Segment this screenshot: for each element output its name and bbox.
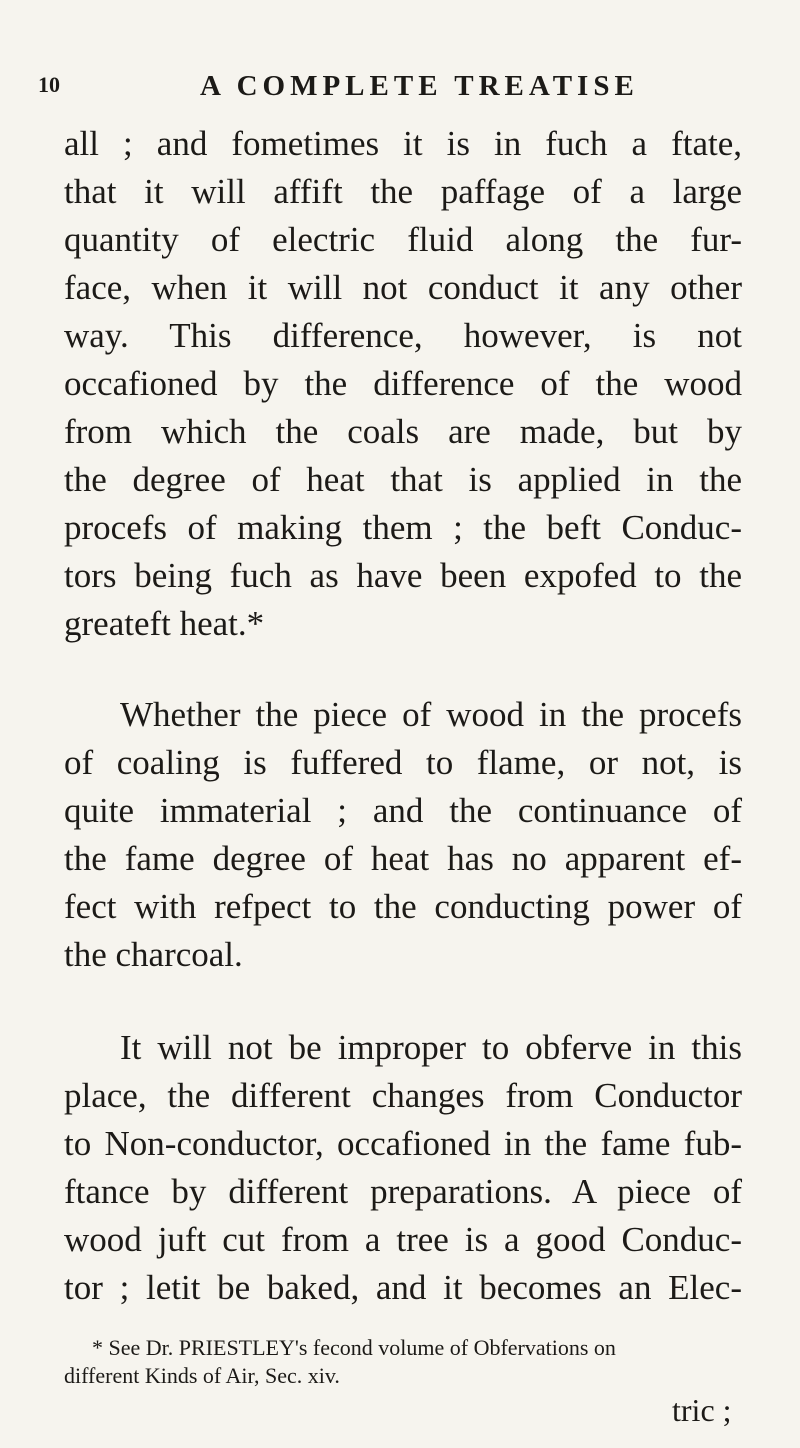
catchword: tric ;: [672, 1392, 732, 1428]
text-line: Whether the piece of wood in the procefs: [120, 695, 742, 734]
text-line: the degree of heat that is applied in the: [64, 460, 742, 499]
text-line: from which the coals are made, but by: [64, 412, 742, 451]
text-line: of coaling is fuffered to flame, or not, is: [64, 743, 742, 782]
text-line: way. This difference, however, is not: [64, 316, 742, 355]
text-line: occafioned by the difference of the wood: [64, 364, 742, 403]
page-number: 10: [38, 72, 60, 97]
footnote-line: different Kinds of Air, Sec. xiv.: [64, 1363, 340, 1388]
text-line: procefs of making them ; the beft Conduc-: [64, 508, 742, 547]
text-line: the charcoal.: [64, 935, 243, 974]
text-line: It will not be improper to obferve in this: [120, 1028, 742, 1067]
text-line: to Non-conductor, occafioned in the fame fub-: [64, 1124, 742, 1163]
text-line: quantity of electric fluid along the fur-: [64, 220, 742, 259]
text-line: fect with refpect to the conducting power of: [64, 887, 742, 926]
text-line: the fame degree of heat has no apparent ef-: [64, 839, 742, 878]
text-line: face, when it will not conduct it any other: [64, 268, 742, 307]
text-line: tor ; letit be baked, and it becomes an Elec-: [64, 1268, 742, 1307]
text-line: greateft heat.*: [64, 604, 265, 643]
text-line: all ; and fometimes it is in fuch a ftate,: [64, 124, 742, 163]
running-title: A COMPLETE TREATISE: [200, 70, 639, 102]
footnote-line: * See Dr. PRIESTLEY's fecond volume of Obfervations on: [92, 1335, 616, 1360]
text-line: place, the different changes from Conductor: [64, 1076, 742, 1115]
text-line: ftance by different preparations. A piece of: [64, 1172, 742, 1211]
text-line: wood juft cut from a tree is a good Conduc-: [64, 1220, 742, 1259]
text-line: quite immaterial ; and the continuance of: [64, 791, 742, 830]
text-line: that it will affift the paffage of a large: [64, 172, 742, 211]
text-line: tors being fuch as have been expofed to the: [64, 556, 742, 595]
running-header: [38, 70, 758, 110]
